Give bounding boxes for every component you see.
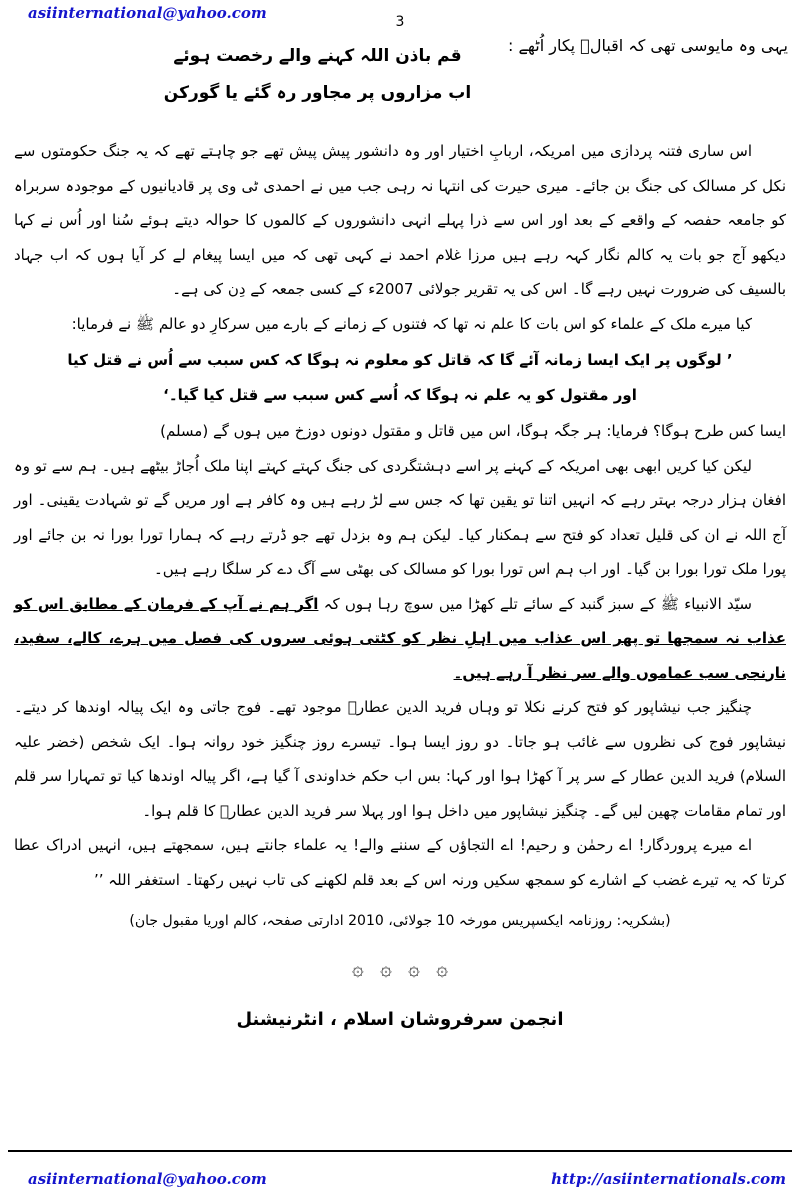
couplet-line-2: اب مزاروں پر مجاور رہ گئے یا گورکن <box>163 83 472 104</box>
source-citation: (بشکریہ: روزنامہ ایکسپریس مورخہ 10 جولائی، 2010 ادارتی صفحہ، کالم اوریا مقبول جان) <box>129 913 671 929</box>
organization-name: انجمن سرفروشان اسلام ، انٹرنیشنل <box>236 1009 564 1031</box>
paragraph-prayer: اے میرے پروردگار! اے رحمٰن و رحیم! اے التجاؤں کے سننے والے! یہ علماء جانتے ہیں، سمجھتے ہیں، انہیں ادراک عطا کرتا کہ یہ تیرے غضب کے اشارے کو سمجھ سکیں ورنہ اس کے بعد قلم لکھنے کی تاب نہیں رکھتا۔ استغفر اللہ ’’ <box>14 836 786 889</box>
green-dome-emphasized-text: اگر ہم نے آپ کے فرمان کے مطابق اس کو عذاب نہ سمجھا تو پھر اس عذاب میں اہلِ نظر کو کٹتی ہوئی سروں کی فصل میں ہرے، کالے، سفید، نارنجی سب عماموں والے سر نظر آ رہے ہیں۔ <box>14 594 786 682</box>
paragraph-afghan-comparison: لیکن کیا کریں ابھی بھی امریکہ کے کہنے پر اسے دہشتگردی کی جنگ کہتے کہتے اپنا ملک اُجاڑ بیٹھے ہیں۔ ہم سے تو وہ افغان ہزار درجہ بہتر رہے کہ انہیں اتنا تو یقین تھا کہ جس سے لڑ رہے ہیں وہ کافر ہے اور مریں گے تو شہادت یقینی۔ اور آج اللہ نے ان کی قلیل تعداد کو فتح سے ہمکنار کیا۔ لیکن ہم وہ بزدل تھے جو ڈرتے رہے کہ ہمارا تورا بورا نہ بن جائے اور پورا ملک تورا بورا بن گیا۔ اور اب ہم اس تورا بورا کو مسالک کی بھٹی سے آگ دے کر سلگا رہے ہیں۔ <box>14 456 786 578</box>
green-dome-regular-text: سیّد الانبیاء ﷺ کے سبز گنبد کے سائے تلے کھڑا میں سوچ رہا ہوں کہ <box>318 594 752 613</box>
footer-website-link[interactable]: http://asiinternationals.com <box>551 1170 786 1188</box>
poem-couplet <box>95 38 540 113</box>
hadith-quote <box>44 343 756 412</box>
header-email-link[interactable]: asiinternational@yahoo.com <box>28 4 267 22</box>
hadith-quote-line-2: اور مقتول کو یہ علم نہ ہوگا کہ اُسے کس سبب سے قتل کیا گیا۔‘ <box>163 385 637 404</box>
paragraph-hadith-explanation: ایسا کس طرح ہوگا؟ فرمایا: ہر جگہ ہوگا، اس میں قاتل و مقتول دونوں دوزخ میں ہوں گے (مسلم) <box>160 422 786 440</box>
footer-bar <box>28 1170 786 1188</box>
hadith-quote-line-1: ’ لوگوں پر ایک ایسا زمانہ آئے گا کہ قاتل کو معلوم نہ ہوگا کہ کس سبب سے اُس نے قتل کیا <box>67 351 733 369</box>
star-ornament-icon: ۞ <box>408 956 420 981</box>
article-body <box>14 134 786 1041</box>
poem-header <box>0 36 800 128</box>
star-ornament-icon: ۞ <box>380 956 392 981</box>
star-ornament-icon: ۞ <box>436 956 448 981</box>
paragraph-green-dome <box>14 587 786 691</box>
ornament-divider <box>14 945 786 991</box>
footer-divider-line <box>8 1150 792 1152</box>
footer-email-link[interactable]: asiinternational@yahoo.com <box>28 1170 267 1188</box>
couplet-line-1: قم باذن اللہ کہنے والے رخصت ہوئے <box>173 46 462 66</box>
poem-intro-line: یہی وہ مایوسی تھی کہ اقبالؔ پکار اُٹھے : <box>508 36 788 55</box>
paragraph-ulema-question: کیا میرے ملک کے علماء کو اس بات کا علم نہ تھا کہ فتنوں کے زمانے کے بارے میں سرکارِ دو عالم ﷺ نے فرمایا: <box>71 314 752 333</box>
paragraph-changez-nishapur: چنگیز جب نیشاپور کو فتح کرنے نکلا تو وہاں فرید الدین عطارؒ موجود تھے۔ فوج جاتی وہ ایک پیالہ اوندھا کر دیتے۔ نیشاپور فوج کی نظروں سے غائب ہو جاتا۔ دو روز ایسا ہوا۔ تیسرے روز چنگیز خود روانہ ہوا۔ ایک شخص (خضر علیہ السلام) فرید الدین عطار کے سر پر آ کھڑا ہوا اور کہا: بس اب حکم خداوندی آ گیا ہے، اگر پیالہ اوندھا کیا تو تمہارا سر قلم اور تمام مقامات چھین لیں گے۔ چنگیز نیشاپور میں داخل ہوا اور پہلا سر فرید الدین عطارؒ کا قلم ہوا۔ <box>14 698 786 820</box>
page-number: 3 <box>395 14 405 30</box>
paragraph-fitna: اس ساری فتنہ پردازی میں امریکہ، اربابِ اختیار اور وہ دانشور پیش پیش تھے جو چاہتے تھے کہ یہ جنگ حکومتوں سے نکل کر مسالک کی جنگ بن جائے۔ میری حیرت کی انتہا نہ رہی جب میں نے احمدی ٹی وی پر قادیانیوں کے موجودہ سربراہ کو جامعہ حفصہ کے واقعے کے بعد اور اس سے ذرا پہلے انہی دانشوروں کے کالموں کا حوالہ دیتے ہوئے سُنا اور اُس نے کہا دیکھو آج جو بات یہ کالم نگار کہہ رہے ہیں مرزا غلام احمد نے کہی تھی کہ میں ایسا پیغام لے کر آیا ہوں کہ اب جہاد بالسیف کی ضرورت نہیں رہے گا۔ اس کی یہ تقریر جولائی 2007ء کے کسی جمعہ کے دِن کی ہے۔ <box>14 142 786 298</box>
star-ornament-icon: ۞ <box>352 956 364 981</box>
